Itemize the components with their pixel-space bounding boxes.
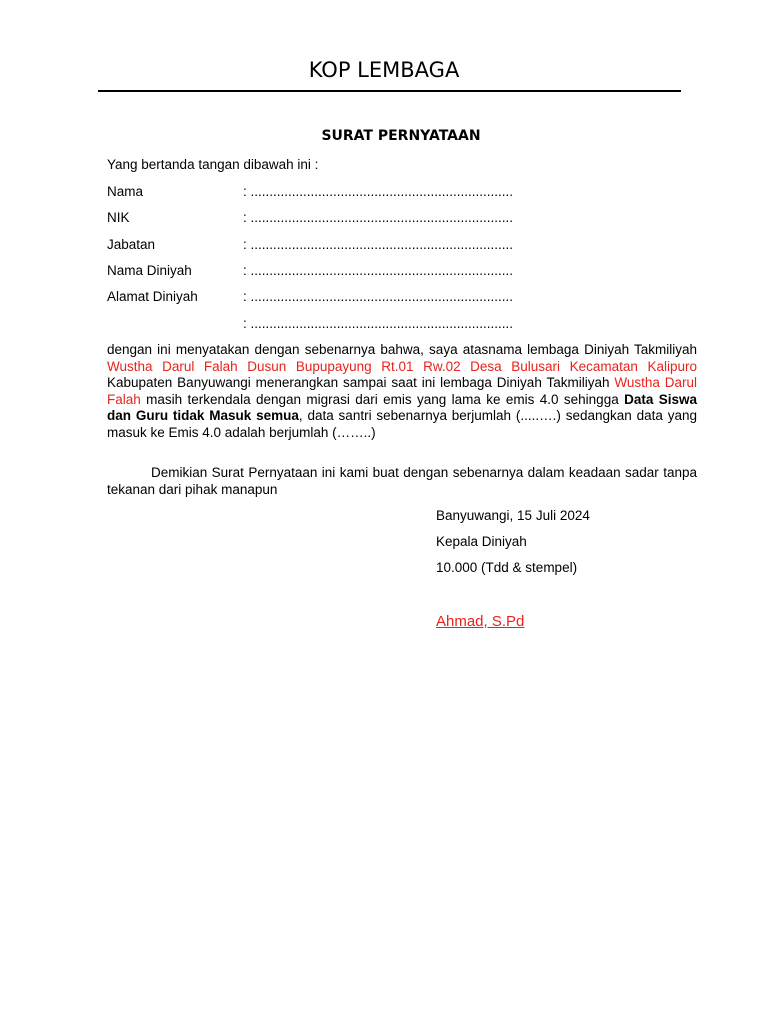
field-value: : ...................................................................... bbox=[243, 289, 514, 304]
field-label: Nama Diniyah bbox=[107, 263, 192, 278]
field-value: : ...................................................................... bbox=[243, 316, 514, 331]
statement-text: , data santri sebenarnya berjumlah (.....….) sedangkan data yang masuk ke Emis 4.0 adalah berjumlah (……..) bbox=[107, 408, 697, 440]
signature-stamp: 10.000 (Tdd & stempel) bbox=[436, 560, 578, 575]
institution-name: Wustha Darul Falah bbox=[107, 375, 697, 407]
signature-place-date: Banyuwangi, 15 Juli 2024 bbox=[436, 508, 590, 523]
letterhead-divider bbox=[98, 90, 681, 92]
field-value: : ...................................................................... bbox=[243, 210, 514, 225]
field-label: Alamat Diniyah bbox=[107, 289, 198, 304]
field-label: NIK bbox=[107, 210, 130, 225]
closing-text: Demikian Surat Pernyataan ini kami buat dengan sebenarnya dalam keadaan sadar tanpa tekanan dari pihak manapun bbox=[107, 465, 697, 497]
document-title: SURAT PERNYATAAN bbox=[321, 128, 481, 144]
statement-emphasis: Data Siswa dan Guru tidak Masuk semua bbox=[107, 391, 697, 423]
letterhead-title: KOP LEMBAGA bbox=[308, 58, 460, 82]
statement-text: masih terkendala dengan migrasi dari emis yang lama ke emis 4.0 sehingga bbox=[140, 391, 625, 407]
field-value: : ...................................................................... bbox=[243, 237, 514, 252]
intro-text: Yang bertanda tangan dibawah ini : bbox=[107, 157, 319, 172]
field-value: : ...................................................................... bbox=[243, 184, 514, 199]
field-label: Nama bbox=[107, 184, 144, 199]
statement-text: dengan ini menyatakan dengan sebenarnya bahwa, saya atasnama lembaga Diniyah Takmiliyah bbox=[107, 342, 697, 357]
institution-address: Wustha Darul Falah Dusun Bupupayung Rt.01 Rw.02 Desa Bulusari Kecamatan Kalipuro bbox=[107, 358, 697, 374]
closing-paragraph bbox=[107, 465, 697, 498]
statement-text: Kabupaten Banyuwangi menerangkan sampai saat ini lembaga Diniyah Takmiliyah bbox=[107, 375, 615, 390]
field-label: Jabatan bbox=[107, 237, 156, 252]
signature-position: Kepala Diniyah bbox=[436, 534, 527, 549]
field-value: : ...................................................................... bbox=[243, 263, 514, 278]
statement-paragraph bbox=[107, 342, 697, 441]
signatory-name: Ahmad, S.Pd bbox=[436, 613, 525, 630]
